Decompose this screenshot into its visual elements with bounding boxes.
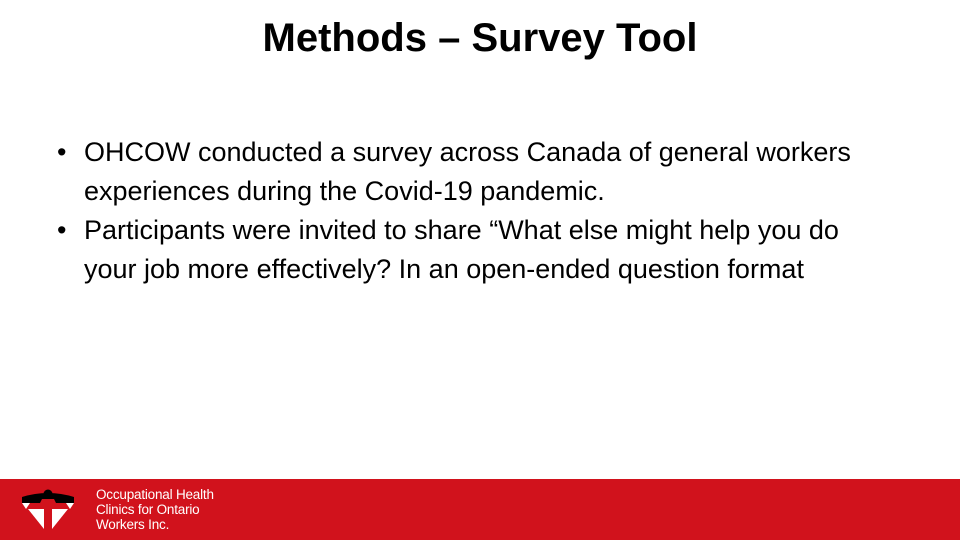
bullet-text: OHCOW conducted a survey across Canada of general workers experiences during the Covid-19 pandemic. — [84, 137, 851, 206]
bullet-marker: • — [57, 137, 67, 167]
logo-line: Workers Inc. — [96, 517, 170, 532]
ohcow-logo-icon — [18, 487, 78, 533]
bullet-list — [54, 133, 894, 289]
bullet-text: Participants were invited to share “What else might help you do your job more effectively? In an open-ended question format — [84, 215, 839, 284]
logo-line: Clinics for Ontario — [96, 502, 200, 517]
bullet-marker: • — [57, 215, 67, 245]
bullet-item — [54, 211, 894, 289]
bullet-item — [54, 133, 894, 211]
logo-line: Occupational Health — [96, 487, 214, 502]
slide-title: Methods – Survey Tool — [262, 16, 698, 60]
footer-bar — [0, 479, 960, 540]
logo-text — [96, 487, 214, 532]
